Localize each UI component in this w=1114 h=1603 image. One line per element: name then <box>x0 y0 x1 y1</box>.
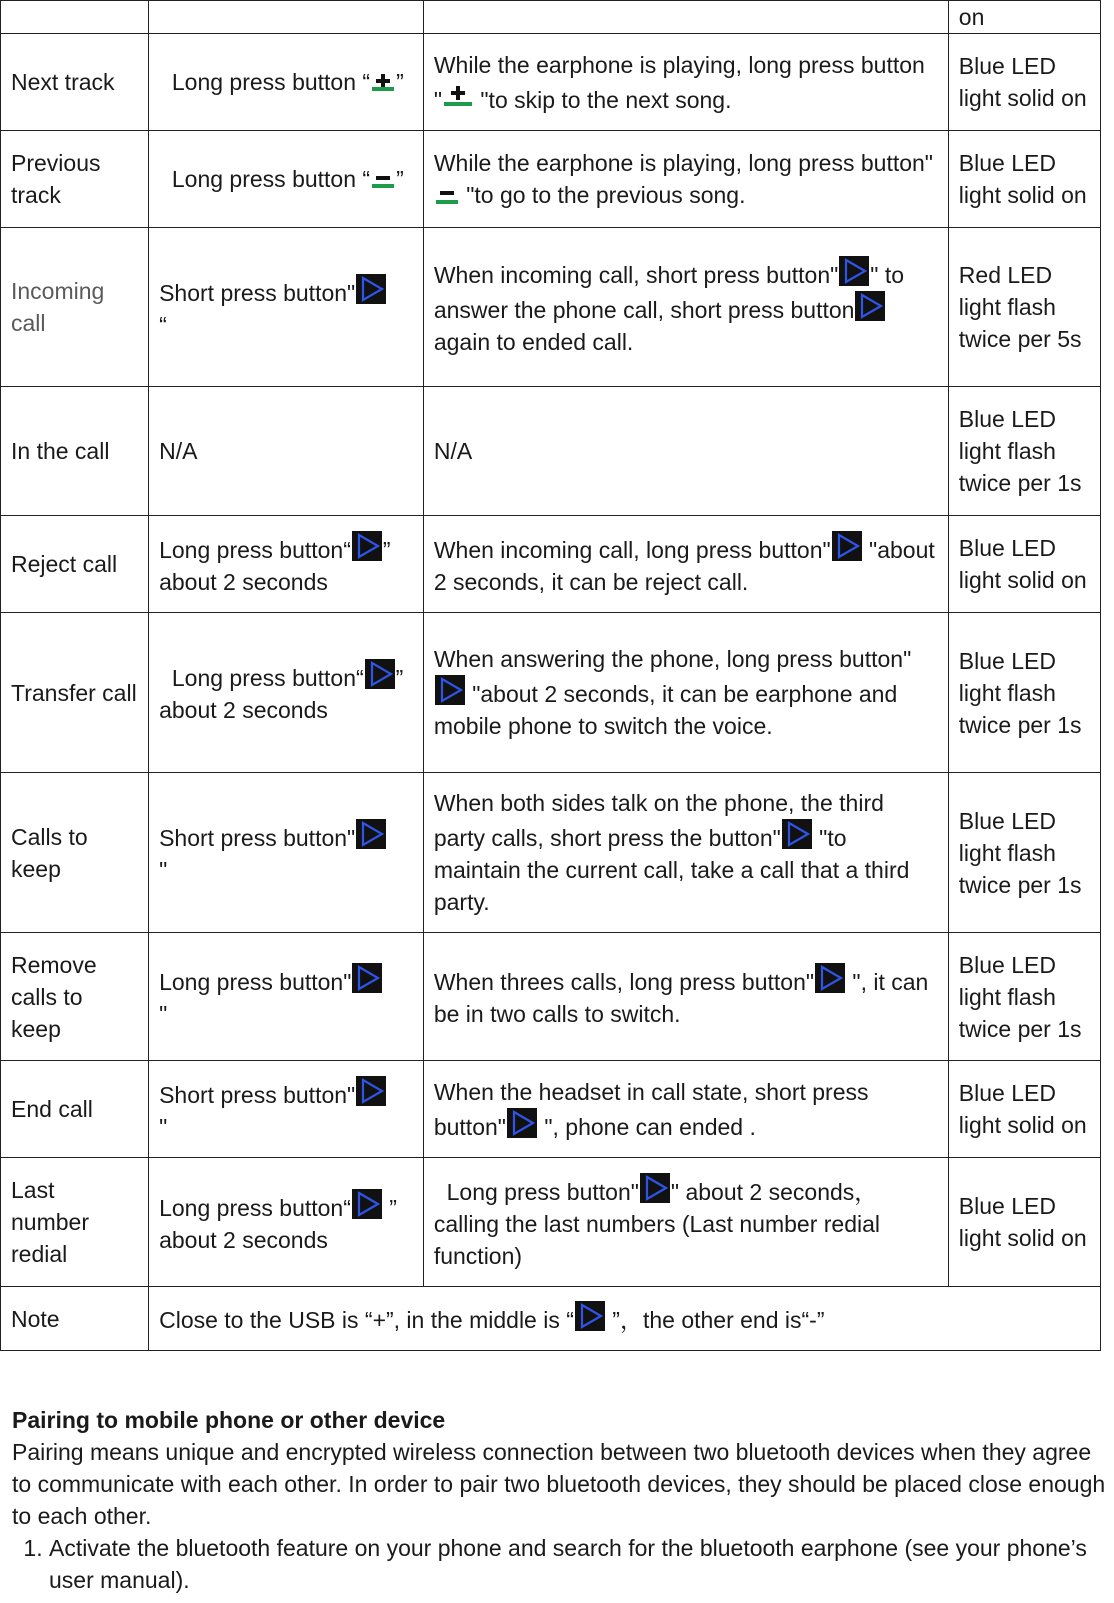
play-icon <box>352 963 382 993</box>
table-row <box>1 1061 1101 1158</box>
play-icon <box>356 819 386 849</box>
operation-cell: Long press button“ ” about 2 seconds <box>149 1158 424 1287</box>
description-cell: N/A <box>423 387 948 516</box>
description-cell: When both sides talk on the phone, the third party calls, short press the button" "to maintain the current call, take a call that a third party. <box>423 773 948 933</box>
operation-cell: Short press button" " <box>149 1061 424 1158</box>
play-icon <box>356 1076 386 1106</box>
led-cell: Blue LED light solid on <box>948 131 1100 228</box>
table-row <box>1 387 1101 516</box>
note-label: Note <box>1 1287 149 1351</box>
function-cell: Next track <box>1 34 149 131</box>
led-cell: Blue LED light flash twice per 1s <box>948 773 1100 933</box>
table-row <box>1 1158 1101 1287</box>
play-icon <box>365 659 395 689</box>
minus-icon <box>371 167 395 189</box>
play-icon <box>435 675 465 705</box>
play-icon <box>815 963 845 993</box>
table-row <box>1 773 1101 933</box>
operation-cell: Long press button “ ” <box>149 131 424 228</box>
plus-icon <box>443 81 473 111</box>
table-row <box>1 1 1101 34</box>
play-icon <box>352 1189 382 1219</box>
operation-cell: N/A <box>149 387 424 516</box>
table-row <box>1 613 1101 773</box>
description-cell <box>423 1 948 34</box>
led-cell: Blue LED light flash twice per 1s <box>948 933 1100 1061</box>
description-cell: When threes calls, long press button" ", it can be in two calls to switch. <box>423 933 948 1061</box>
list-item: 1. Activate the bluetooth feature on your phone and search for the bluetooth earphone (see your phone’s user manual). <box>49 1532 1112 1596</box>
function-cell: Previous track <box>1 131 149 228</box>
led-cell: Blue LED light solid on <box>948 1158 1100 1287</box>
description-cell: When incoming call, long press button" "about 2 seconds, it can be reject call. <box>423 516 948 613</box>
play-icon <box>832 531 862 561</box>
play-icon <box>352 531 382 561</box>
led-cell: on <box>948 1 1100 34</box>
note-row <box>1 1287 1101 1351</box>
description-cell: Long press button" " about 2 seconds，calling the last numbers (Last number redial function) <box>423 1158 948 1287</box>
operation-cell: Short press button" " <box>149 773 424 933</box>
table-row <box>1 516 1101 613</box>
table-row <box>1 228 1101 387</box>
plus-icon <box>371 70 395 92</box>
table-row <box>1 34 1101 131</box>
description-cell: While the earphone is playing, long press button " "to skip to the next song. <box>423 34 948 131</box>
function-cell: Incoming call <box>1 228 149 387</box>
function-cell: In the call <box>1 387 149 516</box>
led-cell: Blue LED light flash twice per 1s <box>948 613 1100 773</box>
section-heading: Pairing to mobile phone or other device <box>12 1407 446 1433</box>
led-cell: Blue LED light solid on <box>948 516 1100 613</box>
operation-cell: Long press button“ ” about 2 seconds <box>149 516 424 613</box>
operation-cell <box>149 1 424 34</box>
description-cell: While the earphone is playing, long press button" "to go to the previous song. <box>423 131 948 228</box>
function-cell: Calls to keep <box>1 773 149 933</box>
function-cell: End call <box>1 1061 149 1158</box>
operation-cell: Short press button" “ <box>149 228 424 387</box>
led-cell: Blue LED light solid on <box>948 1061 1100 1158</box>
function-cell <box>1 1 149 34</box>
section-paragraph: Pairing means unique and encrypted wireless connection between two bluetooth devices when they agree to communicate with each other. In order to pair two bluetooth devices, they should be placed close enough to each other. <box>12 1439 1106 1529</box>
note-text: Close to the USB is “+”, in the middle is “ ”，the other end is“-” <box>149 1287 1101 1351</box>
led-cell: Blue LED light flash twice per 1s <box>948 387 1100 516</box>
function-cell: Reject call <box>1 516 149 613</box>
operation-cell: Long press button" " <box>149 933 424 1061</box>
description-cell: When answering the phone, long press button" "about 2 seconds, it can be earphone and mobile phone to switch the voice. <box>423 613 948 773</box>
minus-icon <box>435 183 459 205</box>
function-cell: Remove calls to keep <box>1 933 149 1061</box>
led-cell: Red LED light flash twice per 5s <box>948 228 1100 387</box>
operation-cell: Long press button “ ” <box>149 34 424 131</box>
led-cell: Blue LED light solid on <box>948 34 1100 131</box>
play-icon <box>575 1301 605 1331</box>
play-icon <box>356 274 386 304</box>
play-icon <box>782 819 812 849</box>
description-cell: When incoming call, short press button" " to answer the phone call, short press button again to ended call. <box>423 228 948 387</box>
play-icon <box>855 291 885 321</box>
operation-cell: Long press button“ ” about 2 seconds <box>149 613 424 773</box>
play-icon <box>507 1108 537 1138</box>
function-cell: Transfer call <box>1 613 149 773</box>
play-icon <box>640 1173 670 1203</box>
function-cell: Last number redial <box>1 1158 149 1287</box>
play-icon <box>839 256 869 286</box>
table-row <box>1 131 1101 228</box>
table-row <box>1 933 1101 1061</box>
pairing-section <box>12 1404 1112 1596</box>
description-cell: When the headset in call state, short press button" ", phone can ended . <box>423 1061 948 1158</box>
steps-list <box>12 1532 1112 1596</box>
